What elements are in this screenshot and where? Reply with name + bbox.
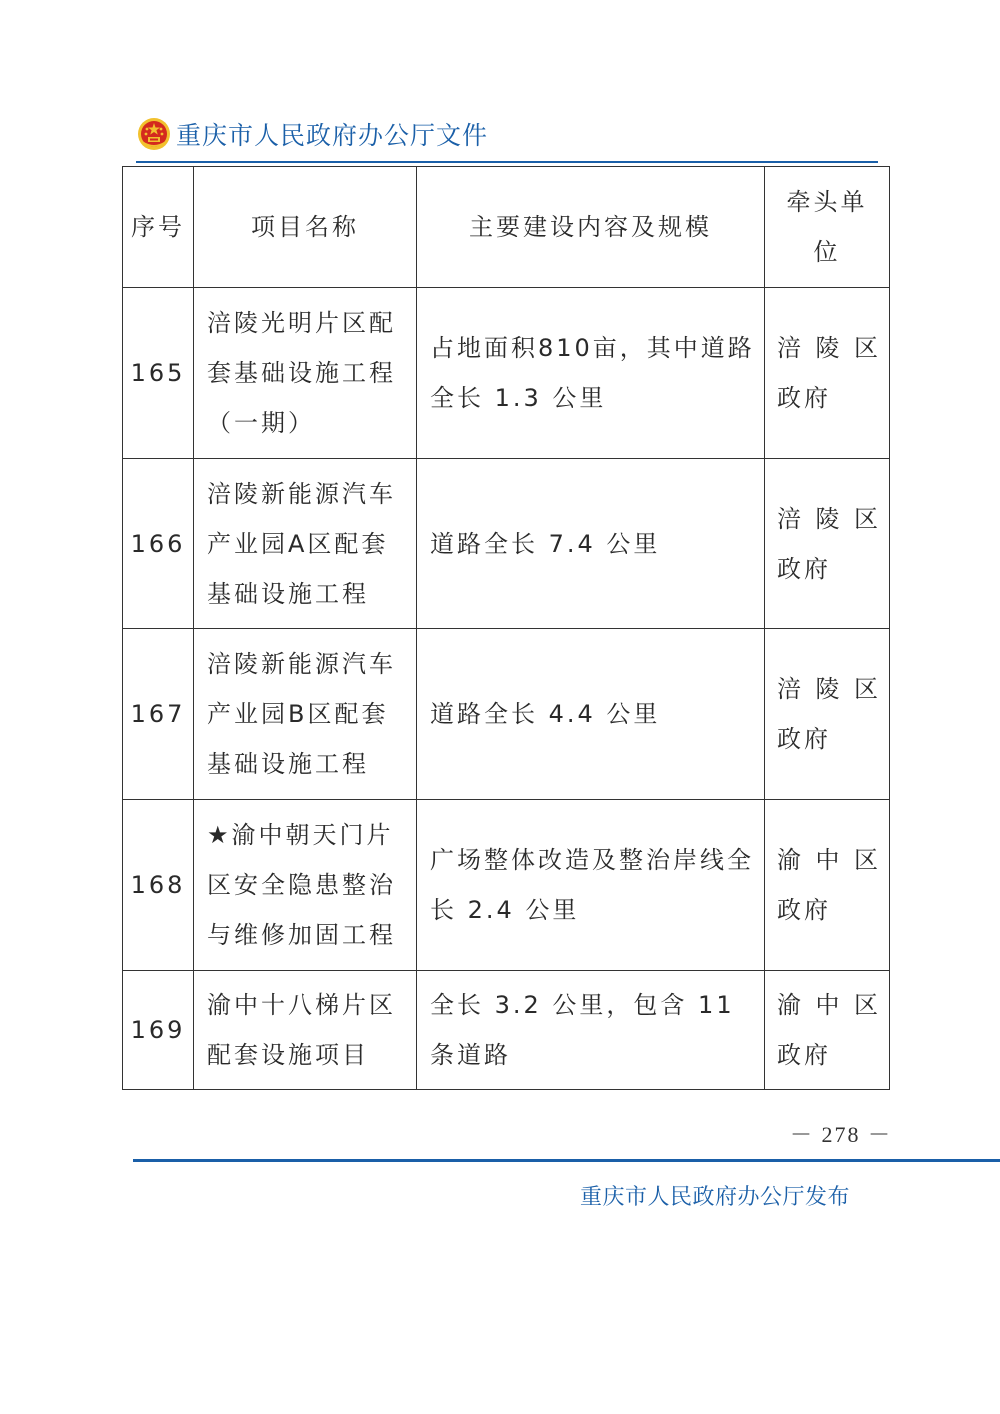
project-name: 渝中十八梯片区配套设施项目 (194, 971, 417, 1090)
project-name: 涪陵光明片区配套基础设施工程（一期） (194, 288, 417, 459)
document-header (136, 112, 488, 156)
column-header-content: 主要建设内容及规模 (417, 167, 765, 288)
row-number: 168 (123, 800, 194, 971)
table-row (123, 629, 890, 800)
row-number: 169 (123, 971, 194, 1090)
construction-content: 道路全长 4.4 公里 (417, 629, 765, 800)
construction-content: 广场整体改造及整治岸线全长 2.4 公里 (417, 800, 765, 971)
lead-unit: 涪 陵 区政府 (765, 288, 890, 459)
footer-divider (133, 1159, 1000, 1162)
construction-content: 全长 3.2 公里，包含 11 条道路 (417, 971, 765, 1090)
table-row (123, 288, 890, 459)
table-row (123, 459, 890, 629)
table-row (123, 800, 890, 971)
national-emblem-icon (136, 116, 172, 152)
construction-content: 占地面积810亩，其中道路全长 1.3 公里 (417, 288, 765, 459)
column-header-project-name: 项目名称 (194, 167, 417, 288)
lead-unit: 渝 中 区政府 (765, 800, 890, 971)
footer-publisher: 重庆市人民政府办公厅发布 (580, 1185, 851, 1210)
table-header-row (123, 167, 890, 288)
page-number: － 278 － (790, 1122, 893, 1147)
row-number: 166 (123, 459, 194, 629)
table-row (123, 971, 890, 1090)
project-name: ★渝中朝天门片区安全隐患整治与维修加固工程 (194, 800, 417, 971)
project-table (122, 166, 890, 1090)
column-header-lead-unit: 牵头单位 (765, 167, 890, 288)
row-number: 165 (123, 288, 194, 459)
column-header-number: 序号 (123, 167, 194, 288)
lead-unit: 涪 陵 区政府 (765, 629, 890, 800)
header-divider (136, 161, 878, 163)
project-name: 涪陵新能源汽车产业园B区配套基础设施工程 (194, 629, 417, 800)
lead-unit: 涪 陵 区政府 (765, 459, 890, 629)
lead-unit: 渝 中 区政府 (765, 971, 890, 1090)
project-name: 涪陵新能源汽车产业园A区配套基础设施工程 (194, 459, 417, 629)
row-number: 167 (123, 629, 194, 800)
document-header-title: 重庆市人民政府办公厅文件 (176, 121, 489, 150)
construction-content: 道路全长 7.4 公里 (417, 459, 765, 629)
